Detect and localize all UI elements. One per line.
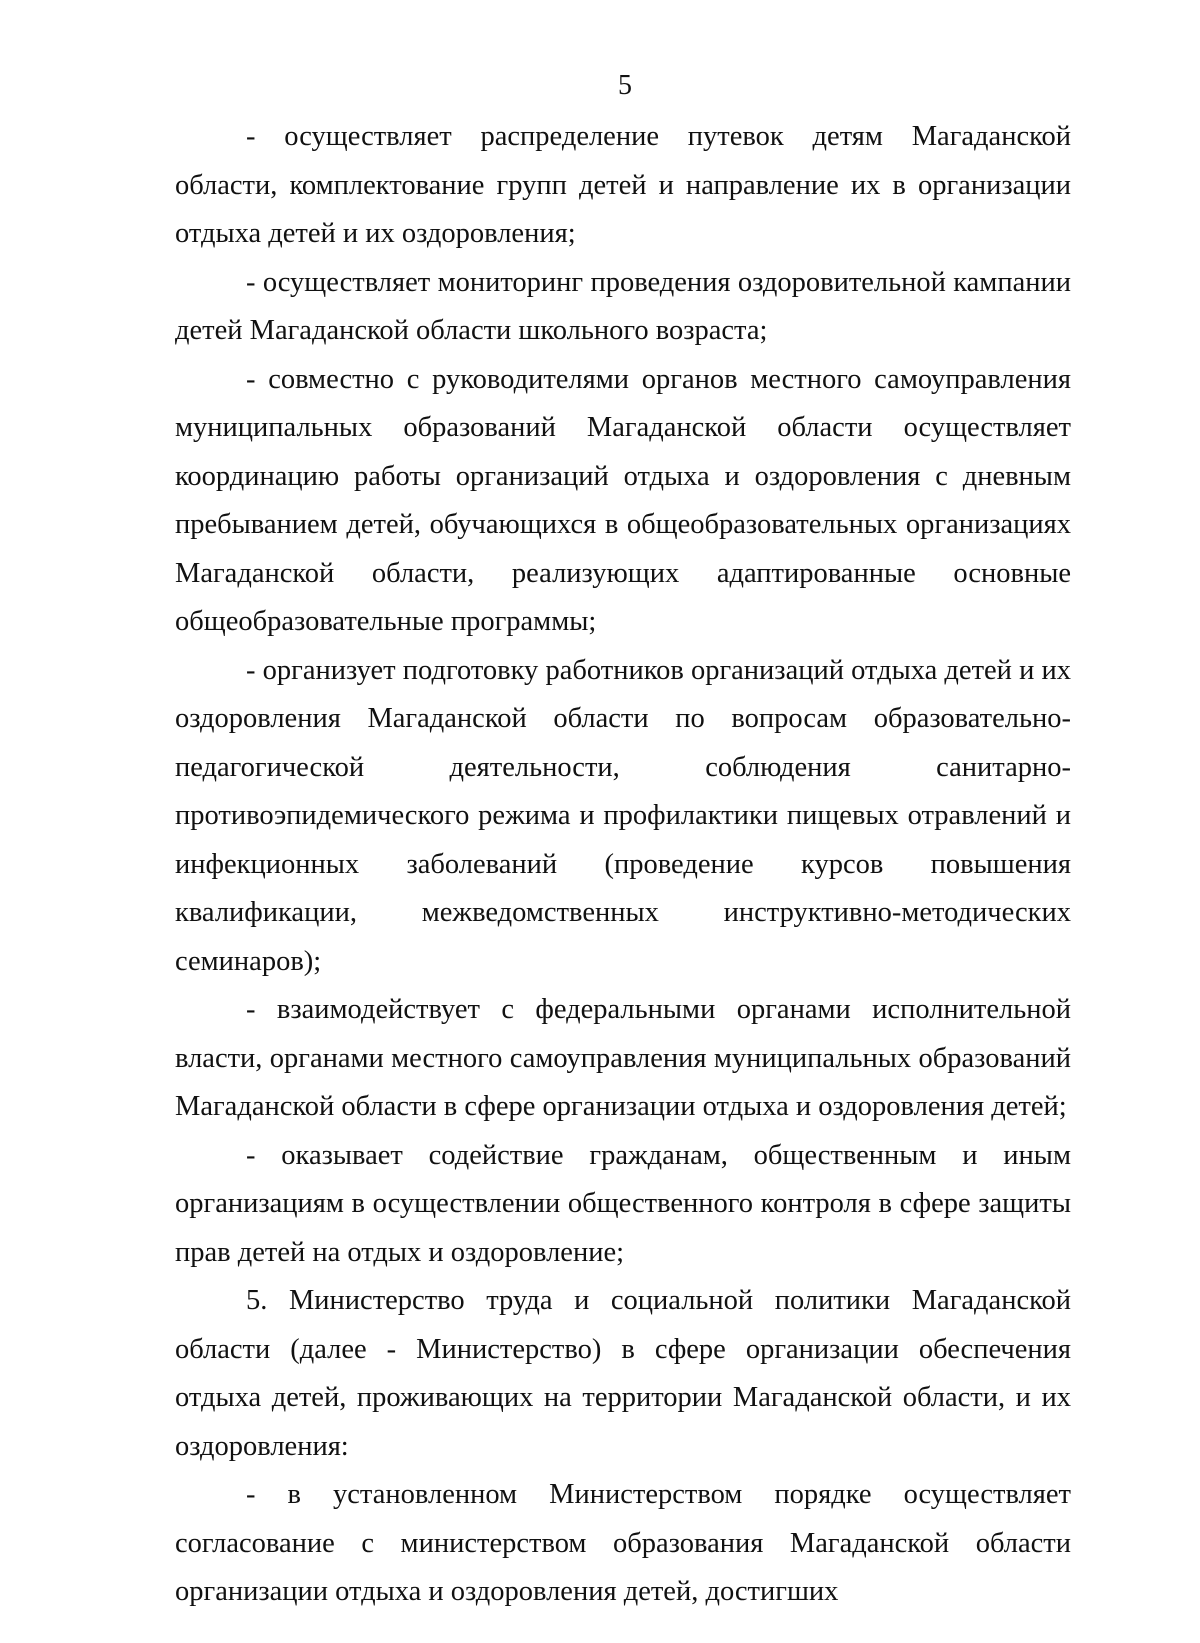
paragraph-approval: - в установленном Министерством порядке осуществляет согласование с министерством образования Магаданской области организации отдыха и оздоровления детей, достигших <box>175 1479 1071 1607</box>
paragraph-voucher-distribution: - осуществляет распределение путевок детям Магаданской области, комплектование групп детей и направление их в организации отдыха детей и их оздоровления; <box>175 121 1071 249</box>
paragraph-staff-training: - организует подготовку работников организаций отдыха детей и их оздоровления Магаданской области по вопросам образовательно-педагогической деятельности, соблюдения санитарно-противоэпидемического режима и профилактики пищевых отравлений и инфекционных заболеваний (проведение курсов повышения квалификации, межведомственных инструктивно-методических семинаров); <box>175 654 1071 977</box>
paragraph-public-control: - оказывает содействие гражданам, общественным и иным организациям в осуществлении общественного контроля в сфере защиты прав детей на отдых и оздоровление; <box>175 1139 1071 1268</box>
paragraph-interaction: - взаимодействует с федеральными органами исполнительной власти, органами местного самоуправления муниципальных образований Магаданской области в сфере организации отдыха и оздоровления детей; <box>175 994 1071 1122</box>
paragraph-ministry-of-labour: 5. Министерство труда и социальной политики Магаданской области (далее - Министерство) в сфере организации обеспечения отдыха детей, проживающих на территории Магаданской области, и их оздоровления: <box>175 1285 1071 1462</box>
paragraph-coordination: - совместно с руководителями органов местного самоуправления муниципальных образований Магаданской области осуществляет координацию работы организаций отдыха и оздоровления с дневным пребыванием детей, обучающихся в общеобразовательных организациях Магаданской области, реализующих адаптированные основные общеобразовательные программы; <box>175 363 1071 637</box>
paragraph-campaign-monitoring: - осуществляет мониторинг проведения оздоровительной кампании детей Магаданской области школьного возраста; <box>175 266 1071 346</box>
document-body <box>175 113 1071 1617</box>
page-number: 5 <box>618 70 632 101</box>
